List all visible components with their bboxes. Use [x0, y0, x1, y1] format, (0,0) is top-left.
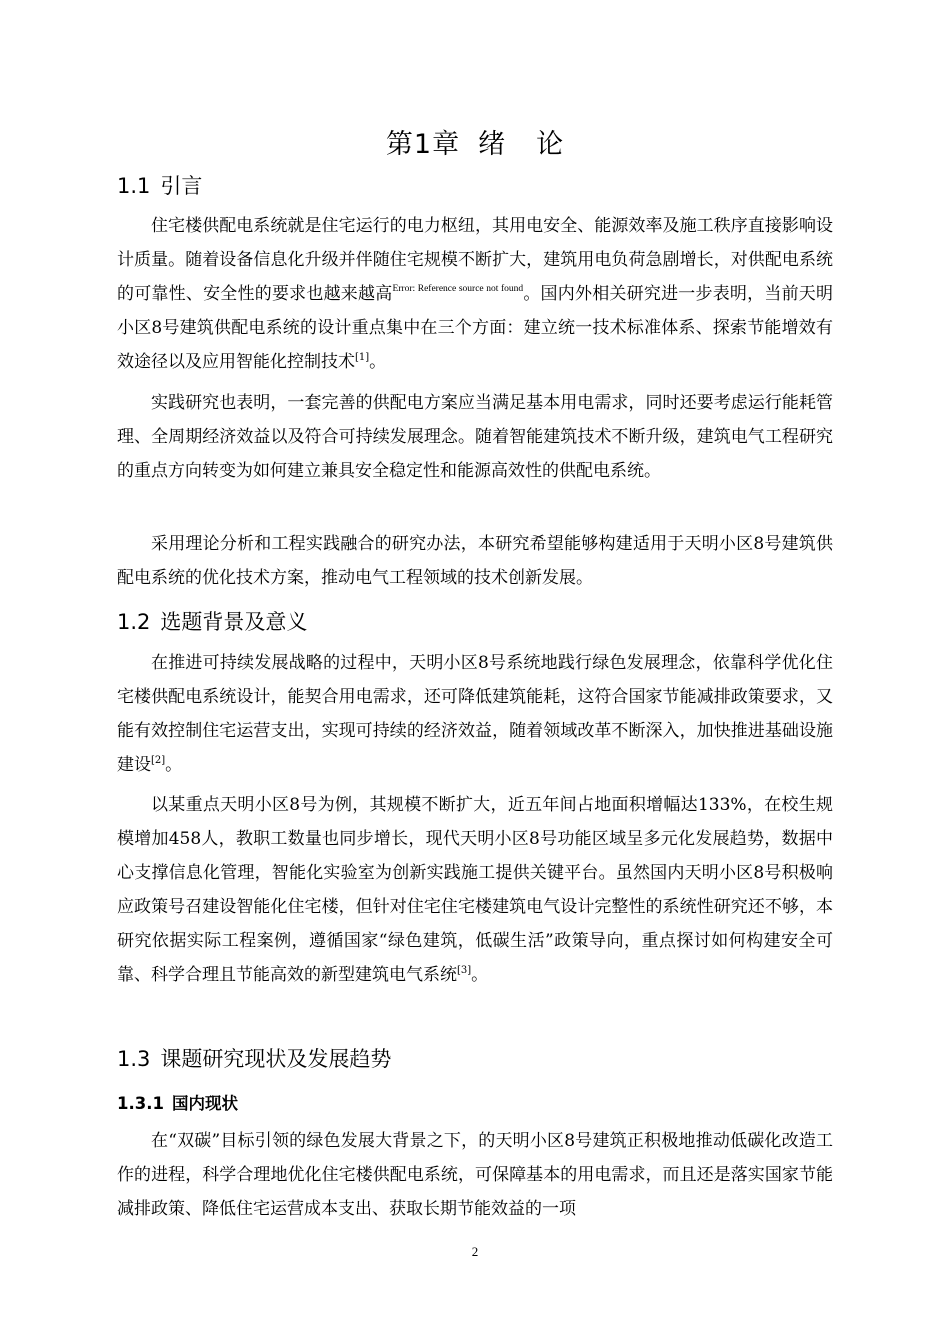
section-title: 选题背景及意义	[160, 610, 308, 634]
chapter-title-char-1: 绪	[478, 129, 507, 160]
reference-error: Error: Reference source not found	[392, 284, 524, 294]
section-heading-1-2	[117, 606, 307, 636]
citation: [1]	[355, 352, 370, 363]
section-title: 课题研究现状及发展趋势	[160, 1047, 392, 1071]
subsection-heading-1-3-1	[117, 1090, 238, 1114]
chapter-title	[0, 122, 950, 161]
section-heading-1-3	[117, 1043, 391, 1073]
paragraph-text: 在推进可持续发展战略的过程中，天明小区8号系统地践行绿色发展理念，依靠科学优化住宅楼供配电系统设计，能契合用电需求，还可降低建筑能耗，这符合国家节能减排政策要求，又能有效控制住宅运营支出，实现可持续的经济效益，随着领域改革不断深入，加快推进基础设施建设	[117, 653, 833, 775]
paragraph-text: 以某重点天明小区8号为例，其规模不断扩大，近五年间占地面积增幅达133%，在校生规模增加458人，教职工数量也同步增长，现代天明小区8号功能区域呈多元化发展趋势，数据中心支撑信息化管理，智能化实验室为创新实践施工提供关键平台。虽然国内天明小区8号积极响应政策号召建设智能化住宅楼，但针对住宅住宅楼建筑电气设计完整性的系统性研究还不够，本研究依据实际工程案例，遵循国家“绿色建筑，低碳生活”政策导向，重点探讨如何构建安全可靠、科学合理且节能高效的新型建筑电气系统	[117, 795, 833, 985]
chapter-number: 第1章	[385, 129, 461, 160]
paragraph-text: 。	[471, 965, 489, 985]
subsection-title: 国内现状	[171, 1094, 238, 1113]
citation: [3]	[457, 965, 472, 976]
chapter-title-char-2: 论	[536, 129, 565, 160]
citation: [2]	[151, 755, 166, 766]
paragraph-text: 住宅楼供配电系统就是住宅运行的电力枢纽，其用电安全、能源效率及施工秩序直接影响设计质量。随着设备信息化升级并伴随住宅规模不断扩大，建筑用电负荷急剧增长，对供配电系统的可靠性、安全性的要求也越来越高	[117, 216, 833, 304]
page-number: 2	[471, 1244, 479, 1259]
paragraph-background-1	[117, 646, 833, 782]
section-title: 引言	[160, 174, 203, 198]
paragraph-intro-3: 采用理论分析和工程实践融合的研究办法，本研究希望能够构建适用于天明小区8号建筑供配电系统的优化技术方案，推动电气工程领域的技术创新发展。	[117, 534, 833, 588]
section-number: 1.2	[117, 610, 151, 634]
paragraph-text: 。国内外相关研究进一步表明，当前天明小区8号建筑供配电系统的设计重点集中在三个方面：建立统一技术标准体系、探索节能增效有效途径以及应用智能化控制技术	[117, 284, 834, 372]
paragraph-intro-2: 实践研究也表明，一套完善的供配电方案应当满足基本用电需求，同时还要考虑运行能耗管理、全周期经济效益以及符合可持续发展理念。随着智能建筑技术不断升级，建筑电气工程研究的重点方向转变为如何建立兼具安全稳定性和能源高效性的供配电系统。	[117, 393, 833, 481]
paragraph-domestic-status: 在“双碳”目标引领的绿色发展大背景之下，的天明小区8号建筑正积极地推动低碳化改造工作的进程，科学合理地优化住宅楼供配电系统，可保障基本的用电需求，而且还是落实国家节能减排政策、降低住宅运营成本支出、获取长期节能效益的一项	[117, 1131, 833, 1219]
paragraph-text: 。	[369, 352, 387, 372]
section-heading-1-1	[117, 170, 202, 200]
section-number: 1.3	[117, 1047, 151, 1071]
paragraph-background-2	[117, 788, 833, 992]
paragraph-intro-1	[117, 209, 833, 379]
section-number: 1.1	[117, 174, 151, 198]
paragraph-text: 。	[165, 755, 183, 775]
subsection-number: 1.3.1	[117, 1094, 164, 1113]
